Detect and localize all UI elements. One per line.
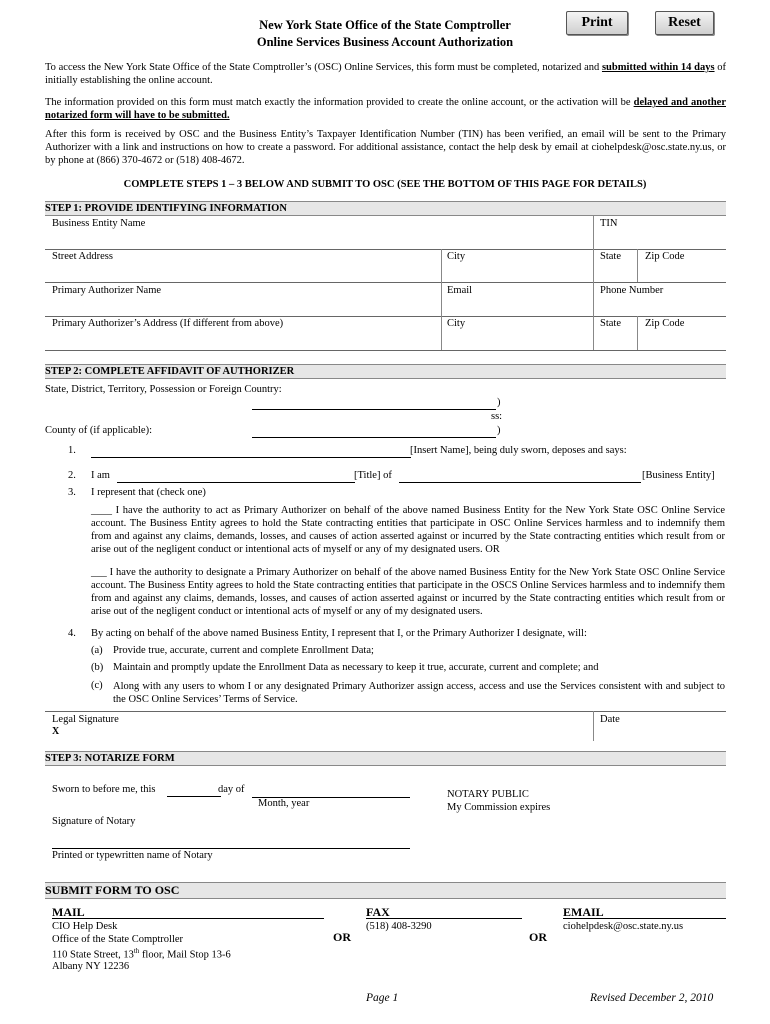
legal-signature-field[interactable] — [62, 725, 591, 741]
submit-header: SUBMIT FORM TO OSC — [45, 882, 726, 899]
option-1-text[interactable]: ____ I have the authority to act as Primary Authorizer on behalf of the above named Business Entity for the New York State OSC Online Service account. The Business Entity agrees to hold the State contracting entities that participate in OSC Online Services harmless and to indemnify them from and against any claims, demands, losses, and causes of action asserted against or incurred by the State contracting entities which result from or arise out of the negligent conduct or intentional acts of myself or any of my designated users. OR — [91, 505, 725, 555]
item-3-number: 3. — [68, 487, 76, 498]
phone-number-field[interactable] — [600, 299, 724, 315]
business-entity-name-field[interactable] — [52, 232, 591, 248]
email-heading: EMAIL — [563, 905, 604, 919]
day-of-text: day of — [218, 784, 245, 795]
title-of-text: [Title] of — [354, 470, 392, 481]
primary-authorizer-name-label: Primary Authorizer Name — [52, 285, 162, 296]
zip-code-field[interactable] — [645, 265, 725, 281]
legal-signature-label: Legal Signature — [52, 714, 119, 725]
email-label: Email — [447, 285, 473, 296]
item-4-text: By acting on behalf of the above named Business Entity, I represent that I, or the Primary Authorizer I designate, will: — [91, 628, 587, 639]
state2-label: State — [600, 318, 621, 329]
sub-a-text: Provide true, accurate, current and complete Enrollment Data; — [113, 645, 374, 656]
notary-signature-label: Signature of Notary — [52, 816, 136, 827]
or-separator-2: OR — [529, 930, 547, 944]
title-field[interactable] — [117, 467, 355, 483]
street-address-field[interactable] — [52, 265, 439, 281]
sworn-day-field[interactable] — [167, 781, 221, 797]
primary-authorizer-address-label: Primary Authorizer’s Address (If different from above) — [52, 318, 284, 329]
sub-b-text: Maintain and promptly update the Enrollment Data as necessary to keep it true, accurate, current and complete; and — [113, 662, 599, 673]
or-separator-1: OR — [333, 930, 351, 944]
print-button[interactable]: Print — [566, 11, 628, 35]
street-address-label: Street Address — [52, 251, 113, 262]
step1-header: STEP 1: PROVIDE IDENTIFYING INFORMATION — [45, 201, 726, 216]
step3-header: STEP 3: NOTARIZE FORM — [45, 751, 726, 766]
primary-authorizer-name-field[interactable] — [52, 299, 439, 315]
page-number: Page 1 — [366, 992, 399, 1004]
paren-1: ) — [497, 397, 501, 408]
email-field[interactable] — [447, 299, 591, 315]
signature-x-mark: X — [52, 726, 60, 737]
form-title: New York State Office of the State Comptroller — [259, 18, 511, 32]
month-year-label: Month, year — [258, 798, 310, 809]
sworn-text: Sworn to before me, this — [52, 784, 156, 795]
sub-c-label: (c) — [91, 680, 103, 691]
zip-code2-field[interactable] — [645, 332, 725, 348]
business-entity-field[interactable] — [399, 467, 641, 483]
sub-a-label: (a) — [91, 645, 103, 656]
fax-heading: FAX — [366, 905, 390, 919]
insert-name-text: [Insert Name], being duly sworn, deposes and says: — [410, 445, 627, 456]
steps-banner: COMPLETE STEPS 1 – 3 BELOW AND SUBMIT TO OSC (SEE THE BOTTOM OF THIS PAGE FOR DETAILS) — [123, 179, 647, 190]
tin-field[interactable] — [600, 232, 724, 248]
month-year-field[interactable] — [252, 782, 410, 798]
state-country-field[interactable] — [252, 394, 496, 410]
city2-label: City — [447, 318, 466, 329]
fax-number: (518) 408-3290 — [366, 921, 432, 932]
intro-paragraph-1: To access the New York State Office of the State Comptroller’s (OSC) Online Services, this form must be completed, notarized and submitted within 14 days of initially establishing the online account. — [45, 62, 726, 86]
mail-line-3: 110 State Street, 13th floor, Mail Stop 13-6 — [52, 947, 231, 961]
intro-paragraph-2: The information provided on this form must match exactly the information provided to create the online account, or the activation will be delayed and another notarized form will have to be submitted. — [45, 97, 726, 121]
sub-c-text: Along with any users to whom I or any designated Primary Authorizer assign access, access and use the Services consistent with and subject to the OSC Online Services’ Terms of Service. — [113, 681, 725, 705]
city2-field[interactable] — [447, 332, 591, 348]
revised-date: Revised December 2, 2010 — [590, 992, 714, 1004]
notary-printed-name-label: Printed or typewritten name of Notary — [52, 850, 213, 861]
i-am-text: I am — [91, 470, 110, 481]
state2-field[interactable] — [600, 332, 637, 348]
sub-b-label: (b) — [91, 662, 104, 673]
intro-paragraph-3: After this form is received by OSC and the Business Entity’s Taxpayer Identification Number (TIN) has been verified, an email will be sent to the Primary Authorizer with a link and instructions on how to create a password. For additional assistance, contact the help desk by email at ciohelpdesk@osc.state.ny.us, or by phone at (866) 370-4672 or (518) 408-4672. — [45, 129, 726, 166]
mail-line-2: Office of the State Comptroller — [52, 934, 184, 945]
city-label: City — [447, 251, 466, 262]
ss-label: ss: — [491, 411, 503, 422]
state-field[interactable] — [600, 265, 637, 281]
paren-2: ) — [497, 425, 501, 436]
date-field[interactable] — [600, 725, 724, 741]
state-country-label: State, District, Territory, Possession or Foreign Country: — [45, 384, 282, 395]
business-entity-name-label: Business Entity Name — [52, 218, 146, 229]
represent-text: I represent that (check one) — [91, 487, 206, 498]
business-entity-text: [Business Entity] — [642, 470, 715, 481]
state-label: State — [600, 251, 621, 262]
date-label: Date — [600, 714, 620, 725]
county-label: County of (if applicable): — [45, 425, 153, 436]
step2-header: STEP 2: COMPLETE AFFIDAVIT OF AUTHORIZER — [45, 364, 726, 379]
zip-code2-label: Zip Code — [645, 318, 685, 329]
notary-signature-field[interactable] — [52, 832, 410, 849]
option-2-text[interactable]: ___ I have the authority to designate a Primary Authorizer on behalf of the above named Business Entity for the New York State OSC Online Service account. The Business Entity agrees to hold the State contracting entities that participate in the OSCS Online Services harmless and to indemnify them from and against any claims, demands, losses, and causes of action asserted against or incurred by the State contracting entities which result from or arise out of the negligent conduct or intentional acts of myself or any of my designated users. — [91, 567, 725, 617]
mail-line-1: CIO Help Desk — [52, 921, 118, 932]
tin-label: TIN — [600, 218, 618, 229]
item-2-number: 2. — [68, 470, 76, 481]
city-field[interactable] — [447, 265, 591, 281]
mail-heading: MAIL — [52, 905, 85, 919]
phone-number-label: Phone Number — [600, 285, 664, 296]
mail-line-4: Albany NY 12236 — [52, 961, 130, 972]
item-1-number: 1. — [68, 445, 76, 456]
zip-code-label: Zip Code — [645, 251, 685, 262]
form-subtitle: Online Services Business Account Authorization — [256, 35, 514, 49]
insert-name-field[interactable] — [91, 442, 411, 458]
reset-button[interactable]: Reset — [655, 11, 714, 35]
item-4-number: 4. — [68, 628, 76, 639]
email-address: ciohelpdesk@osc.state.ny.us — [563, 921, 684, 932]
county-field[interactable] — [252, 422, 496, 438]
commission-expires-label: My Commission expires — [447, 802, 551, 813]
notary-public-label: NOTARY PUBLIC — [447, 789, 529, 800]
primary-authorizer-address-field[interactable] — [52, 332, 439, 348]
